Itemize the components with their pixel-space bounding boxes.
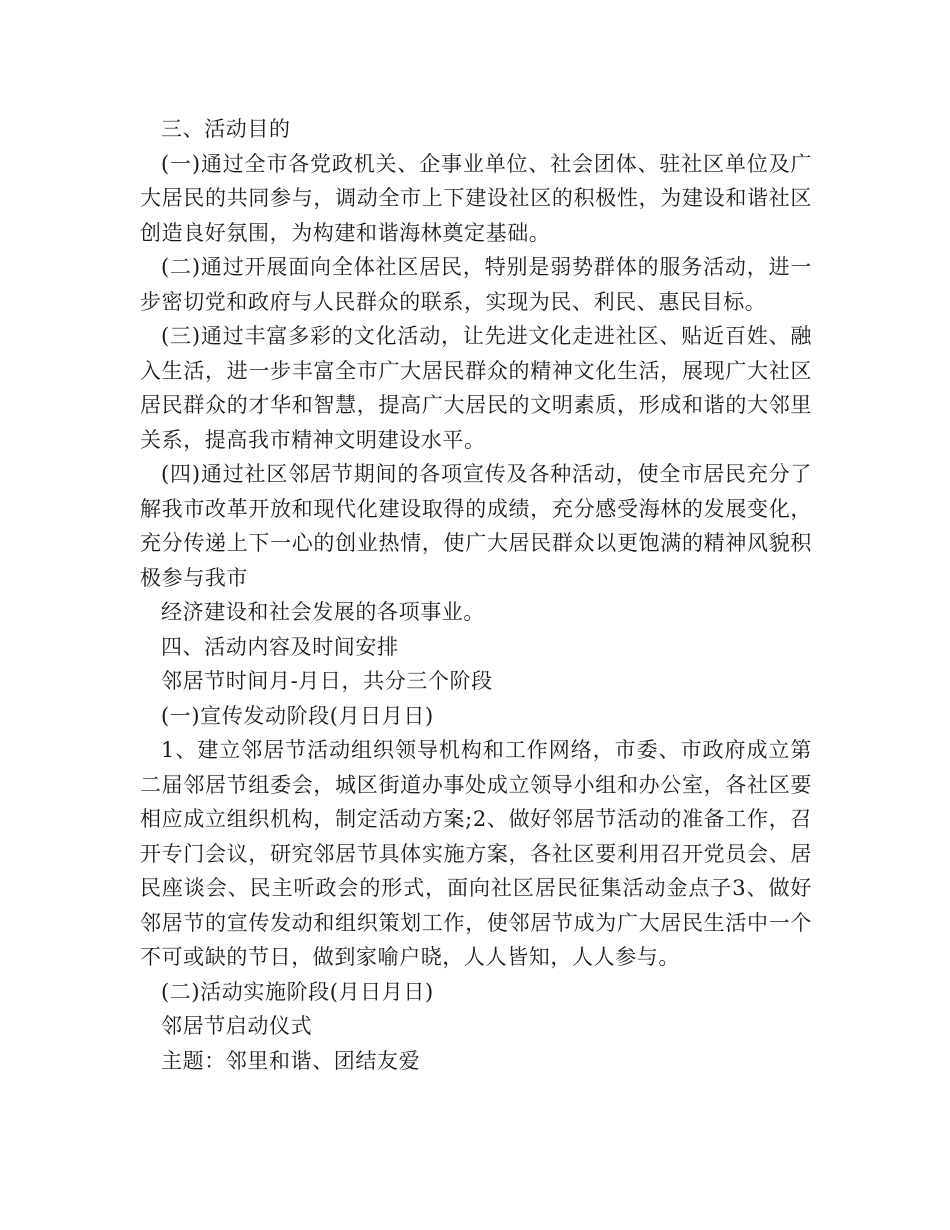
paragraph-purpose-4: (四)通过社区邻居节期间的各项宣传及各种活动，使全市居民充分了解我市改革开放和现代化建设取得的成绩，充分感受海林的发展变化，充分传递上下一心的创业热情，使广大居民群众以更饱满的精神风貌积极参与我市 [140, 462, 812, 590]
document-body [140, 112, 812, 1078]
section-heading-schedule: 四、活动内容及时间安排 [161, 634, 399, 659]
paragraph-theme: 主题：邻里和谐、团结友爱 [161, 1048, 421, 1073]
paragraph-launch-ceremony: 邻居节启动仪式 [161, 1014, 313, 1038]
paragraph-schedule-intro: 邻居节时间月-月日，共分三个阶段 [161, 669, 493, 693]
subheading-stage-2: (二)活动实施阶段(月日月日) [161, 979, 434, 1004]
paragraph-purpose-1: (一)通过全市各党政机关、企事业单位、社会团体、驻社区单位及广大居民的共同参与，调动全市上下建设社区的积极性，为建设和谐社区创造良好氛围，为构建和谐海林奠定基础。 [140, 151, 812, 245]
paragraph-stage-1-details: 1、建立邻居节活动组织领导机构和工作网络，市委、市政府成立第二届邻居节组委会，城区街道办事处成立领导小组和办公室，各社区要相应成立组织机构，制定活动方案;2、做好邻居节活动的准备工作，召开专门会议，研究邻居节具体实施方案，各社区要利用召开党员会、居民座谈会、民主听政会的形式，面向社区居民征集活动金点子3、做好邻居节的宣传发动和组织策划工作，使邻居节成为广大居民生活中一个不可或缺的节日，做到家喻户晓，人人皆知，人人参与。 [140, 738, 812, 969]
paragraph-purpose-4-continued: 经济建设和社会发展的各项事业。 [161, 600, 485, 624]
subheading-stage-1: (一)宣传发动阶段(月日月日) [161, 703, 434, 728]
paragraph-purpose-2: (二)通过开展面向全体社区居民，特别是弱势群体的服务活动，进一步密切党和政府与人民群众的联系，实现为民、利民、惠民目标。 [140, 255, 812, 314]
paragraph-purpose-3: (三)通过丰富多彩的文化活动，让先进文化走进社区、贴近百姓、融入生活，进一步丰富全市广大居民群众的精神文化生活，展现广大社区居民群众的才华和智慧，提高广大居民的文明素质，形成和谐的大邻里关系，提高我市精神文明建设水平。 [140, 324, 812, 452]
section-heading-purpose: 三、活动目的 [161, 117, 291, 141]
